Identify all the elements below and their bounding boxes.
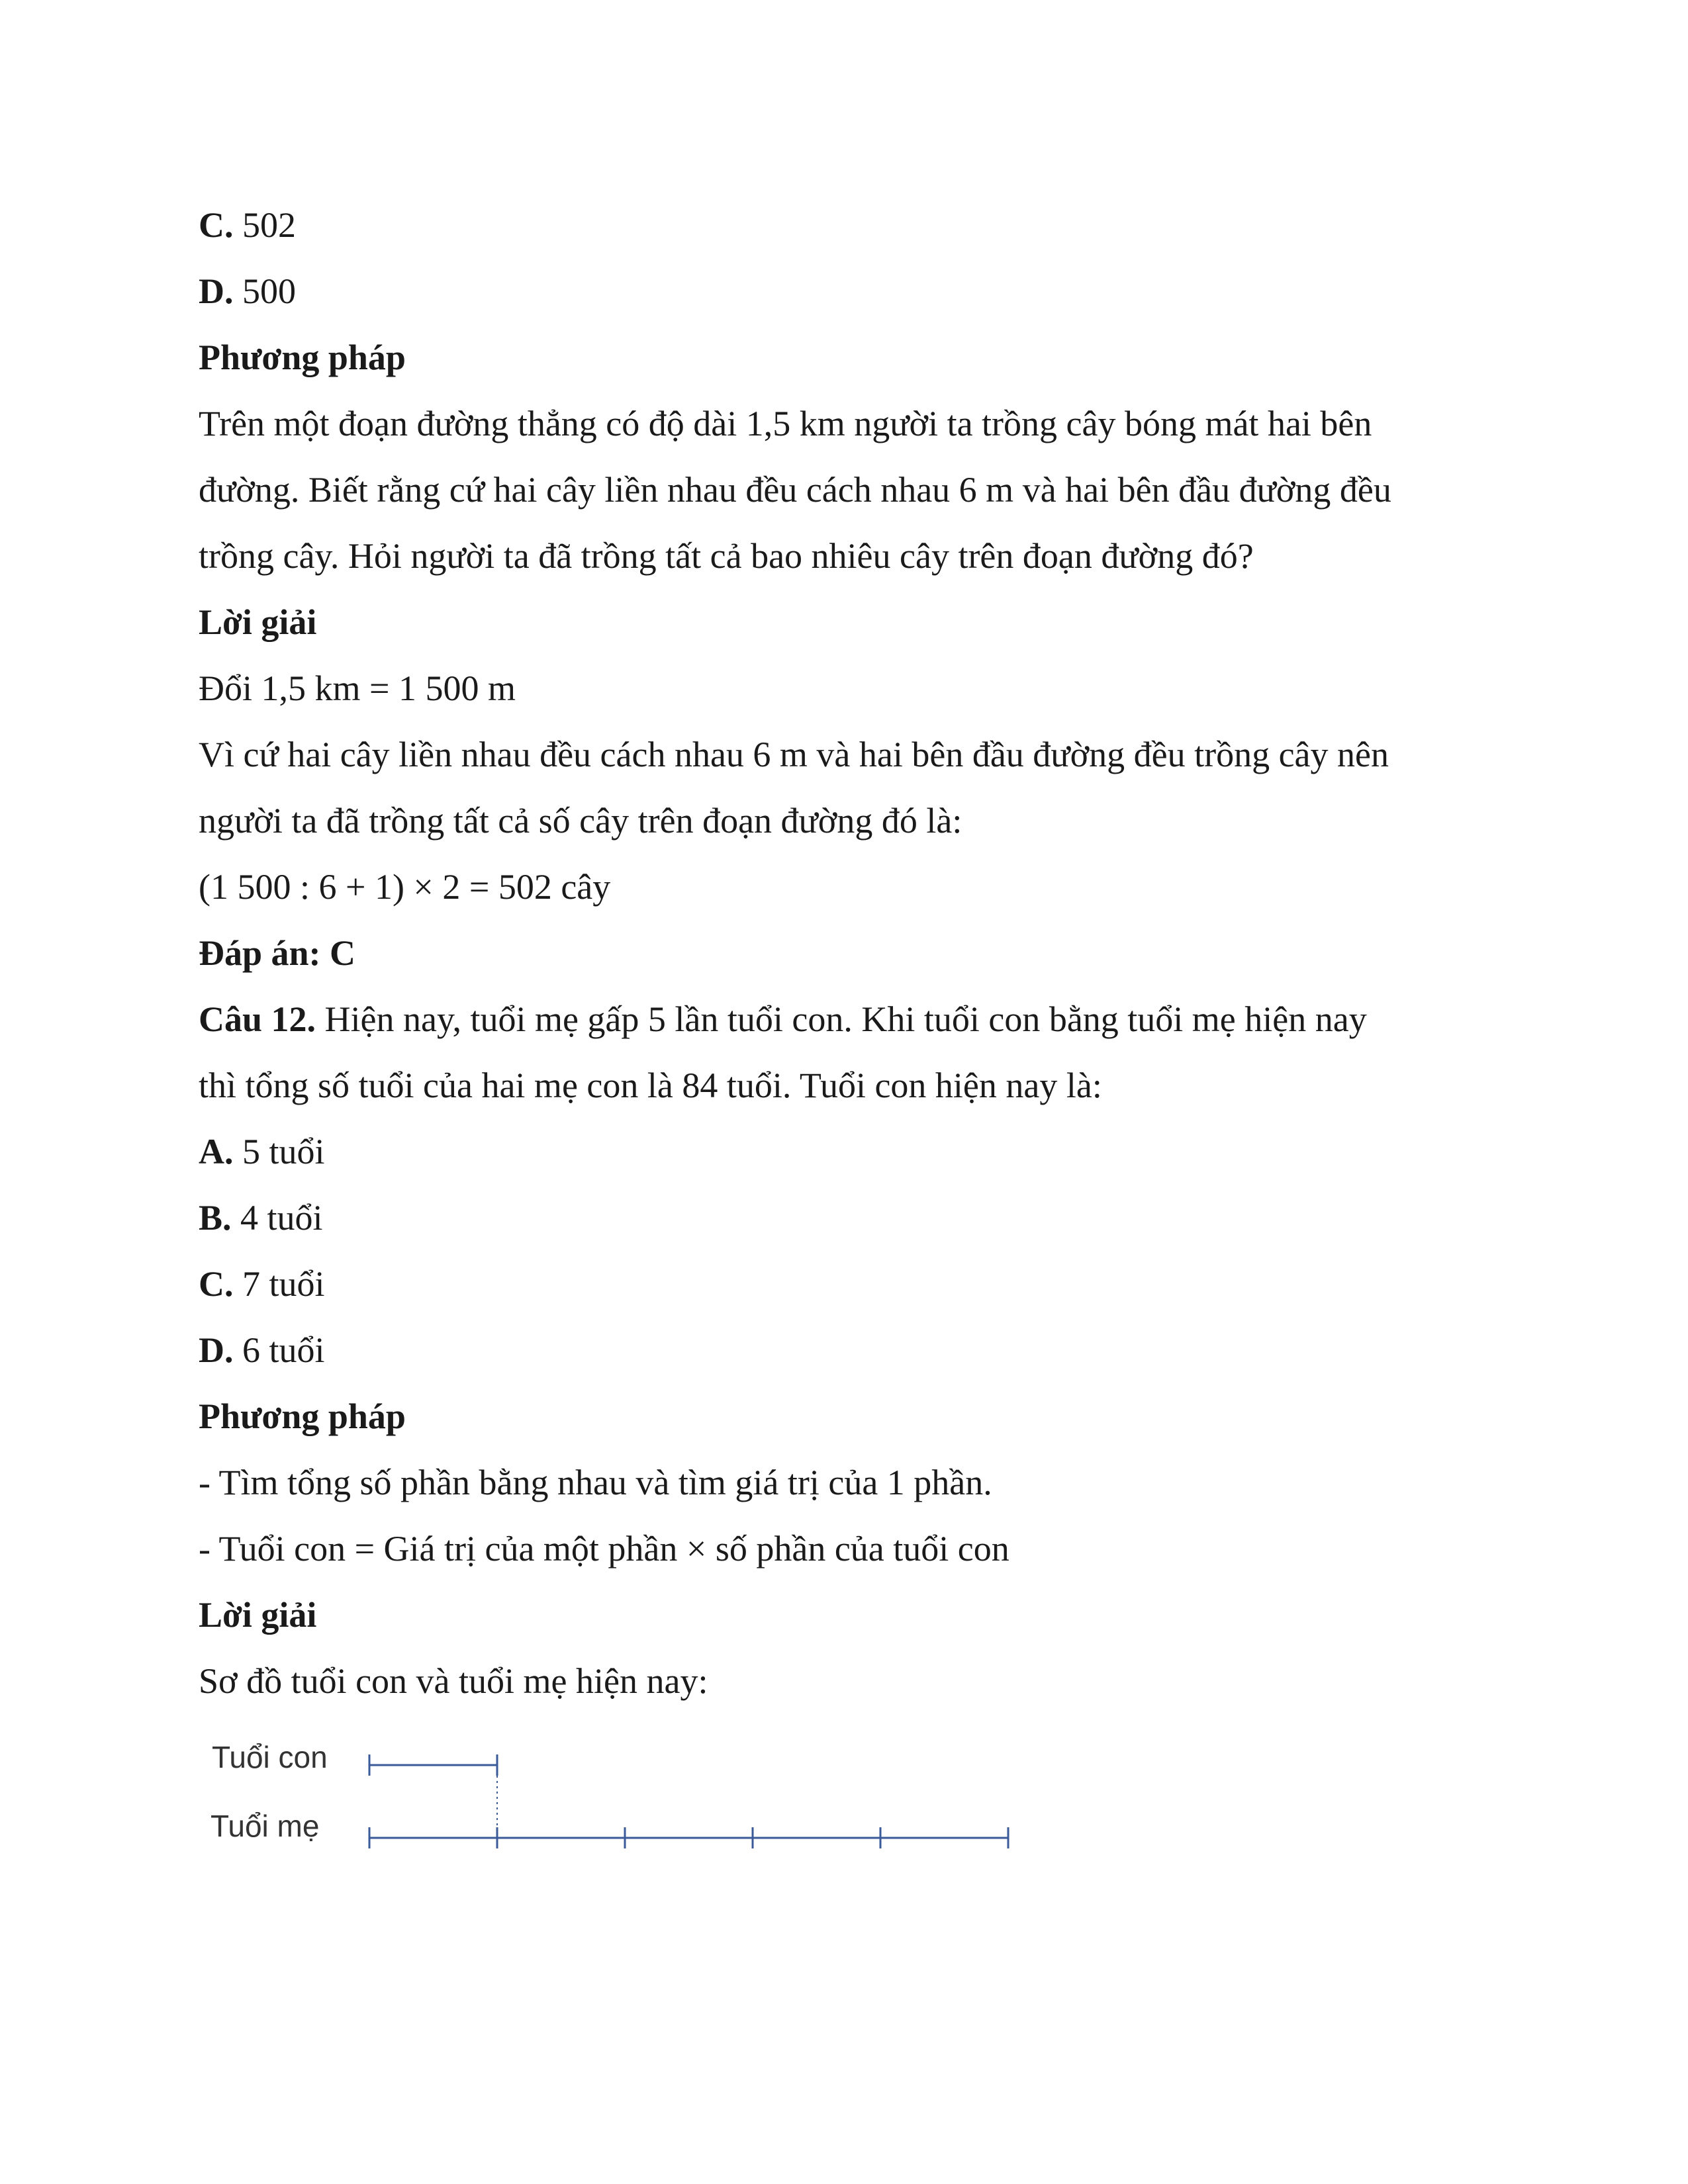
q12-solution-heading: Lời giải	[199, 1595, 317, 1635]
mother-age-label: Tuổi mẹ	[211, 1809, 320, 1843]
q12-question: Câu 12. Hiện nay, tuổi mẹ gấp 5 lần tuổi con. Khi tuổi con bằng tuổi mẹ hiện nay	[199, 999, 1367, 1039]
q11-method-heading: Phương pháp	[199, 338, 406, 377]
document-page	[199, 192, 1496, 1714]
q11-answer: Đáp án: C	[199, 933, 356, 973]
q11-solution-heading: Lời giải	[199, 602, 317, 642]
q11-option-d: D. 500	[199, 271, 296, 311]
q12-option-b: B. 4 tuổi	[199, 1198, 323, 1238]
q11-solution-line: Đổi 1,5 km = 1 500 m	[199, 668, 516, 708]
q11-method-line: Trên một đoạn đường thẳng có độ dài 1,5 km người ta trồng cây bóng mát hai bên	[199, 404, 1372, 443]
q12-option-c: C. 7 tuổi	[199, 1264, 325, 1304]
q11-method-line: trồng cây. Hỏi người ta đã trồng tất cả bao nhiêu cây trên đoạn đường đó?	[199, 536, 1254, 576]
q12-option-d: D. 6 tuổi	[199, 1330, 325, 1370]
segment-lines	[199, 1734, 1059, 1880]
age-segment-diagram	[199, 1734, 1059, 1880]
q12-question-cont: thì tổng số tuổi của hai mẹ con là 84 tuổi. Tuổi con hiện nay là:	[199, 1066, 1102, 1105]
q11-option-c: C. 502	[199, 205, 296, 245]
q11-method-line: đường. Biết rằng cứ hai cây liền nhau đều cách nhau 6 m và hai bên đầu đường đều	[199, 470, 1391, 510]
q12-method-heading: Phương pháp	[199, 1396, 406, 1436]
q12-solution-intro: Sơ đồ tuổi con và tuổi mẹ hiện nay:	[199, 1661, 708, 1701]
child-age-label: Tuổi con	[212, 1740, 328, 1774]
q11-solution-line: (1 500 : 6 + 1) × 2 = 502 cây	[199, 867, 611, 907]
q11-solution-line: người ta đã trồng tất cả số cây trên đoạn đường đó là:	[199, 801, 962, 841]
q12-method-line: - Tuổi con = Giá trị của một phần × số phần của tuổi con	[199, 1529, 1009, 1569]
q12-option-a: A. 5 tuổi	[199, 1132, 325, 1171]
q11-solution-line: Vì cứ hai cây liền nhau đều cách nhau 6 m và hai bên đầu đường đều trồng cây nên	[199, 735, 1389, 774]
q12-method-line: - Tìm tổng số phần bằng nhau và tìm giá trị của 1 phần.	[199, 1463, 992, 1502]
